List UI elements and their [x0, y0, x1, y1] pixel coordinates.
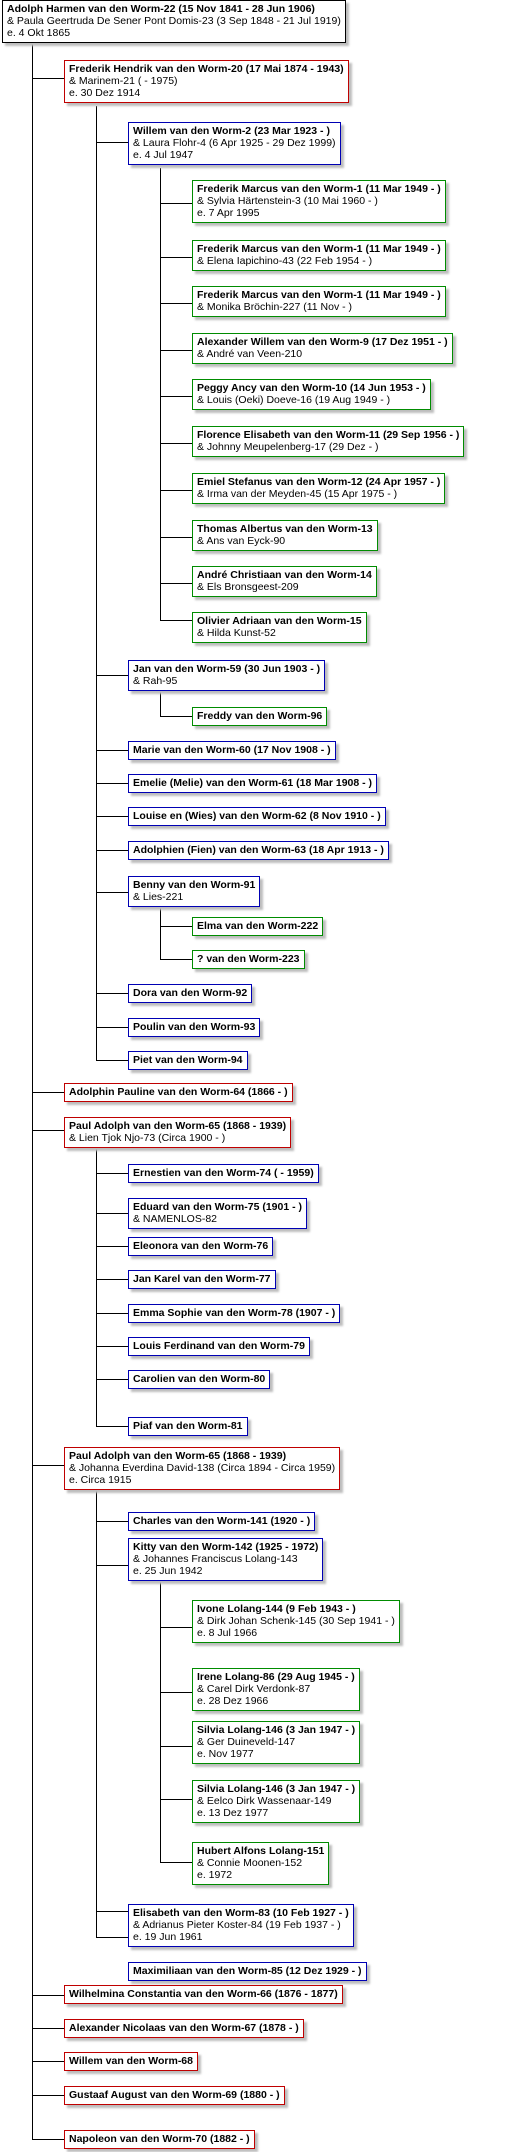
tree-connector: [96, 850, 128, 851]
person-name: Paul Adolph van den Worm-65 (1868 - 1939): [69, 1120, 287, 1132]
person-name: Napoleon van den Worm-70 (1882 - ): [69, 2133, 250, 2145]
person-box[interactable]: [64, 1083, 293, 1102]
person-box[interactable]: [192, 917, 323, 936]
person-box[interactable]: [192, 612, 367, 643]
spouse-line: & Adrianus Pieter Koster-84 (19 Feb 1937 - ): [133, 1919, 341, 1931]
person-name: Willem van den Worm-68: [69, 2055, 193, 2067]
tree-connector: [96, 142, 128, 143]
person-name: Alexander Nicolaas van den Worm-67 (1878 - ): [69, 2022, 299, 2034]
person-box[interactable]: [128, 841, 389, 860]
person-box[interactable]: [128, 876, 260, 907]
person-name: Wilhelmina Constantia van den Worm-66 (1876 - 1877): [69, 1988, 338, 2000]
person-name: Eduard van den Worm-75 (1901 - ): [133, 1201, 303, 1213]
person-name: Frederik Marcus van den Worm-1 (11 Mar 1949 - ): [197, 289, 441, 301]
marriage-line: e. Circa 1915: [69, 1474, 132, 1486]
spouse-line: & Dirk Johan Schenk-145 (30 Sep 1941 - ): [197, 1615, 395, 1627]
tree-connector: [96, 1379, 128, 1380]
person-name: Silvia Lolang-146 (3 Jan 1947 - ): [197, 1724, 356, 1736]
person-box[interactable]: [128, 774, 377, 793]
tree-connector: [32, 2061, 64, 2062]
spouse-line: & Connie Moonen-152: [197, 1857, 303, 1869]
spouse-line: & Eelco Dirk Wassenaar-149: [197, 1795, 332, 1807]
person-name: Elisabeth van den Worm-83 (10 Feb 1927 - ): [133, 1907, 349, 1919]
spouse-line: & Elena Iapichino-43 (22 Feb 1954 - ): [197, 255, 373, 267]
person-name: Irene Lolang-86 (29 Aug 1945 - ): [197, 1671, 355, 1683]
person-name: ? van den Worm-223: [197, 953, 300, 965]
spouse-line: & Hilda Kunst-52: [197, 627, 276, 639]
spouse-line: & Monika Bröchin-227 (11 Nov - ): [197, 301, 353, 313]
person-name: Willem van den Worm-2 (23 Mar 1923 - ): [133, 125, 330, 137]
tree-connector: [160, 443, 192, 444]
marriage-line: e. 13 Dez 1977: [197, 1807, 269, 1819]
person-box[interactable]: [64, 2052, 198, 2071]
marriage-line: e. Nov 1977: [197, 1748, 254, 1760]
person-name: Elma van den Worm-222: [197, 920, 319, 932]
spouse-line: & Carel Dirk Verdonk-87: [197, 1683, 311, 1695]
tree-connector: [32, 78, 64, 79]
person-box[interactable]: [192, 333, 453, 364]
tree-connector: [160, 303, 192, 304]
person-name: Charles van den Worm-141 (1920 - ): [133, 1515, 311, 1527]
person-box[interactable]: [128, 807, 386, 826]
spouse-line: & Marinem-21 ( - 1975): [69, 75, 178, 87]
person-box[interactable]: [192, 1600, 400, 1643]
tree-connector: [160, 350, 192, 351]
tree-connector: [96, 106, 97, 1060]
tree-connector: [96, 1911, 128, 1912]
person-box[interactable]: [192, 180, 446, 223]
person-box[interactable]: [192, 566, 377, 597]
person-name: Freddy van den Worm-96: [197, 710, 323, 722]
tree-connector: [96, 1346, 128, 1347]
tree-connector: [160, 203, 192, 204]
spouse-line: & Johannes Franciscus Lolang-143: [133, 1553, 298, 1565]
spouse-line: & Els Bronsgeest-209: [197, 581, 299, 593]
tree-connector: [96, 1565, 128, 1566]
person-box[interactable]: [128, 1164, 319, 1183]
tree-connector: [96, 1027, 128, 1028]
person-box[interactable]: [192, 286, 446, 317]
person-box[interactable]: [128, 984, 252, 1003]
tree-connector: [160, 1746, 192, 1747]
person-name: Emiel Stefanus van den Worm-12 (24 Apr 1957 - ): [197, 476, 441, 488]
tree-connector: [96, 1486, 97, 1937]
person-box[interactable]: [192, 240, 446, 271]
tree-connector: [32, 2139, 64, 2140]
person-name: Maximiliaan van den Worm-85 (12 Dez 1929 - ): [133, 1965, 362, 1977]
tree-connector: [96, 993, 128, 994]
tree-connector: [160, 1862, 192, 1863]
tree-connector: [32, 1130, 64, 1131]
tree-connector: [96, 1279, 128, 1280]
person-name: Dora van den Worm-92: [133, 987, 248, 999]
person-name: Adolphin Pauline van den Worm-64 (1866 - ): [69, 1086, 288, 1098]
person-box[interactable]: [64, 60, 349, 103]
person-box[interactable]: [128, 1337, 310, 1356]
tree-connector: [96, 1313, 128, 1314]
person-name: Florence Elisabeth van den Worm-11 (29 Sep 1956 - ): [197, 429, 460, 441]
tree-connector: [32, 1995, 64, 1996]
person-box[interactable]: [128, 1538, 323, 1581]
person-box[interactable]: [128, 1417, 248, 1436]
person-name: Kitty van den Worm-142 (1925 - 1972): [133, 1541, 319, 1553]
tree-connector: [160, 690, 161, 716]
person-name: Emma Sophie van den Worm-78 (1907 - ): [133, 1307, 336, 1319]
marriage-line: e. 1972: [197, 1869, 233, 1881]
person-name: Alexander Willem van den Worm-9 (17 Dez 1951 - ): [197, 336, 448, 348]
tree-connector: [96, 675, 128, 676]
person-box[interactable]: [128, 122, 341, 165]
tree-connector: [160, 537, 192, 538]
person-box[interactable]: [2, 0, 346, 43]
person-name: Jan van den Worm-59 (30 Jun 1903 - ): [133, 663, 321, 675]
person-box[interactable]: [64, 2086, 285, 2105]
spouse-line: & Johanna Everdina David-138 (Circa 1894 - Circa 1959): [69, 1462, 336, 1474]
tree-connector: [160, 168, 161, 620]
spouse-line: & Lien Tjok Njo-73 (Circa 1900 - ): [69, 1132, 226, 1144]
person-box[interactable]: [128, 1962, 367, 1981]
tree-connector: [32, 1092, 64, 1093]
person-box[interactable]: [128, 1051, 248, 1070]
marriage-line: e. 7 Apr 1995: [197, 207, 260, 219]
tree-connector: [96, 892, 128, 893]
tree-connector: [160, 583, 192, 584]
spouse-line: & NAMENLOS-82: [133, 1213, 218, 1225]
spouse-line: & Ger Duineveld-147: [197, 1736, 296, 1748]
person-name: Ernestien van den Worm-74 ( - 1959): [133, 1167, 314, 1179]
marriage-line: e. 30 Dez 1914: [69, 87, 141, 99]
person-name: Thomas Albertus van den Worm-13: [197, 523, 373, 535]
tree-connector: [96, 1145, 97, 1426]
person-box[interactable]: [128, 1304, 340, 1323]
person-box[interactable]: [192, 1842, 329, 1885]
spouse-line: & Rah-95: [133, 675, 178, 687]
person-box[interactable]: [128, 1198, 307, 1229]
person-name: Poulin van den Worm-93: [133, 1021, 256, 1033]
person-box[interactable]: [192, 707, 327, 726]
tree-connector: [96, 1426, 128, 1427]
tree-connector: [96, 750, 128, 751]
person-box[interactable]: [128, 1018, 260, 1037]
tree-connector: [96, 1937, 128, 1938]
spouse-line: & Sylvia Härtenstein-3 (10 Mai 1960 - ): [197, 195, 378, 207]
marriage-line: e. 19 Jun 1961: [133, 1931, 203, 1943]
tree-connector: [160, 1560, 161, 1862]
spouse-line: & Laura Flohr-4 (6 Apr 1925 - 29 Dez 1999): [133, 137, 336, 149]
person-name: Adolph Harmen van den Worm-22 (15 Nov 1841 - 28 Jun 1906): [7, 3, 315, 15]
spouse-line: & Paula Geertruda De Sener Pont Domis-23 (3 Sep 1848 - 21 Jul 1919): [7, 15, 341, 27]
person-box[interactable]: [192, 1780, 360, 1823]
tree-connector: [160, 396, 192, 397]
person-box[interactable]: [64, 1447, 340, 1490]
tree-connector: [160, 716, 192, 717]
person-name: Eleonora van den Worm-76: [133, 1240, 269, 1252]
person-box[interactable]: [128, 741, 336, 760]
person-box[interactable]: [64, 1985, 343, 2004]
person-name: Louis Ferdinand van den Worm-79: [133, 1340, 305, 1352]
marriage-line: e. 4 Okt 1865: [7, 27, 71, 39]
person-box[interactable]: [128, 1904, 354, 1947]
tree-connector: [160, 620, 192, 621]
tree-connector: [32, 2095, 64, 2096]
person-name: Marie van den Worm-60 (17 Nov 1908 - ): [133, 744, 331, 756]
tree-connector: [96, 1060, 128, 1061]
tree-connector: [32, 1465, 64, 1466]
person-name: Gustaaf August van den Worm-69 (1880 - ): [69, 2089, 280, 2101]
tree-connector: [96, 1246, 128, 1247]
spouse-line: & André van Veen-210: [197, 348, 303, 360]
marriage-line: e. 28 Dez 1966: [197, 1695, 269, 1707]
spouse-line: & Louis (Oeki) Doeve-16 (19 Aug 1949 - ): [197, 394, 391, 406]
marriage-line: e. 25 Jun 1942: [133, 1565, 203, 1577]
person-box[interactable]: [192, 379, 431, 410]
spouse-line: & Johnny Meupelenberg-17 (29 Dez - ): [197, 441, 379, 453]
person-name: Peggy Ancy van den Worm-10 (14 Jun 1953 - ): [197, 382, 426, 394]
person-box[interactable]: [192, 426, 464, 457]
tree-connector: [96, 1173, 128, 1174]
tree-connector: [96, 783, 128, 784]
tree-connector: [32, 2028, 64, 2029]
person-box[interactable]: [128, 1237, 273, 1256]
person-name: André Christiaan van den Worm-14: [197, 569, 372, 581]
person-box[interactable]: [192, 520, 378, 551]
tree-connector: [160, 490, 192, 491]
person-box[interactable]: [192, 1721, 360, 1764]
person-name: Piet van den Worm-94: [133, 1054, 243, 1066]
person-box[interactable]: [128, 1512, 315, 1531]
tree-connector: [160, 1692, 192, 1693]
person-name: Hubert Alfons Lolang-151: [197, 1845, 325, 1857]
person-box[interactable]: [192, 473, 445, 504]
tree-connector: [160, 1799, 192, 1800]
person-name: Ivone Lolang-144 (9 Feb 1943 - ): [197, 1603, 356, 1615]
person-name: Benny van den Worm-91: [133, 879, 256, 891]
person-box[interactable]: [64, 2130, 255, 2149]
tree-connector: [96, 816, 128, 817]
tree-connector: [160, 926, 192, 927]
spouse-line: & Lies-221: [133, 891, 184, 903]
person-name: Paul Adolph van den Worm-65 (1868 - 1939): [69, 1450, 287, 1462]
person-name: Emelie (Melie) van den Worm-61 (18 Mar 1908 - ): [133, 777, 373, 789]
person-box[interactable]: [128, 1370, 270, 1389]
tree-connector: [160, 1627, 192, 1628]
tree-connector: [96, 1213, 128, 1214]
person-box[interactable]: [64, 2019, 304, 2038]
marriage-line: e. 4 Jul 1947: [133, 149, 194, 161]
person-name: Olivier Adriaan van den Worm-15: [197, 615, 362, 627]
spouse-line: & Ans van Eyck-90: [197, 535, 286, 547]
person-box[interactable]: [192, 1668, 360, 1711]
person-name: Carolien van den Worm-80: [133, 1373, 266, 1385]
person-name: Adolphien (Fien) van den Worm-63 (18 Apr 1913 - ): [133, 844, 384, 856]
person-box[interactable]: [64, 1117, 291, 1148]
person-box[interactable]: [128, 660, 325, 691]
marriage-line: e. 8 Jul 1966: [197, 1627, 258, 1639]
person-box[interactable]: [128, 1270, 276, 1289]
person-name: Louise en (Wies) van den Worm-62 (8 Nov 1910 - ): [133, 810, 381, 822]
person-name: Frederik Marcus van den Worm-1 (11 Mar 1949 - ): [197, 243, 441, 255]
person-name: Piaf van den Worm-81: [133, 1420, 243, 1432]
spouse-line: & Irma van der Meyden-45 (15 Apr 1975 - ): [197, 488, 398, 500]
person-name: Jan Karel van den Worm-77: [133, 1273, 271, 1285]
tree-connector: [160, 257, 192, 258]
person-name: Silvia Lolang-146 (3 Jan 1947 - ): [197, 1783, 356, 1795]
person-box[interactable]: [192, 950, 305, 969]
tree-connector: [96, 1521, 128, 1522]
tree-connector: [160, 959, 192, 960]
person-name: Frederik Marcus van den Worm-1 (11 Mar 1949 - ): [197, 183, 441, 195]
person-name: Frederik Hendrik van den Worm-20 (17 Mai 1874 - 1943): [69, 63, 344, 75]
